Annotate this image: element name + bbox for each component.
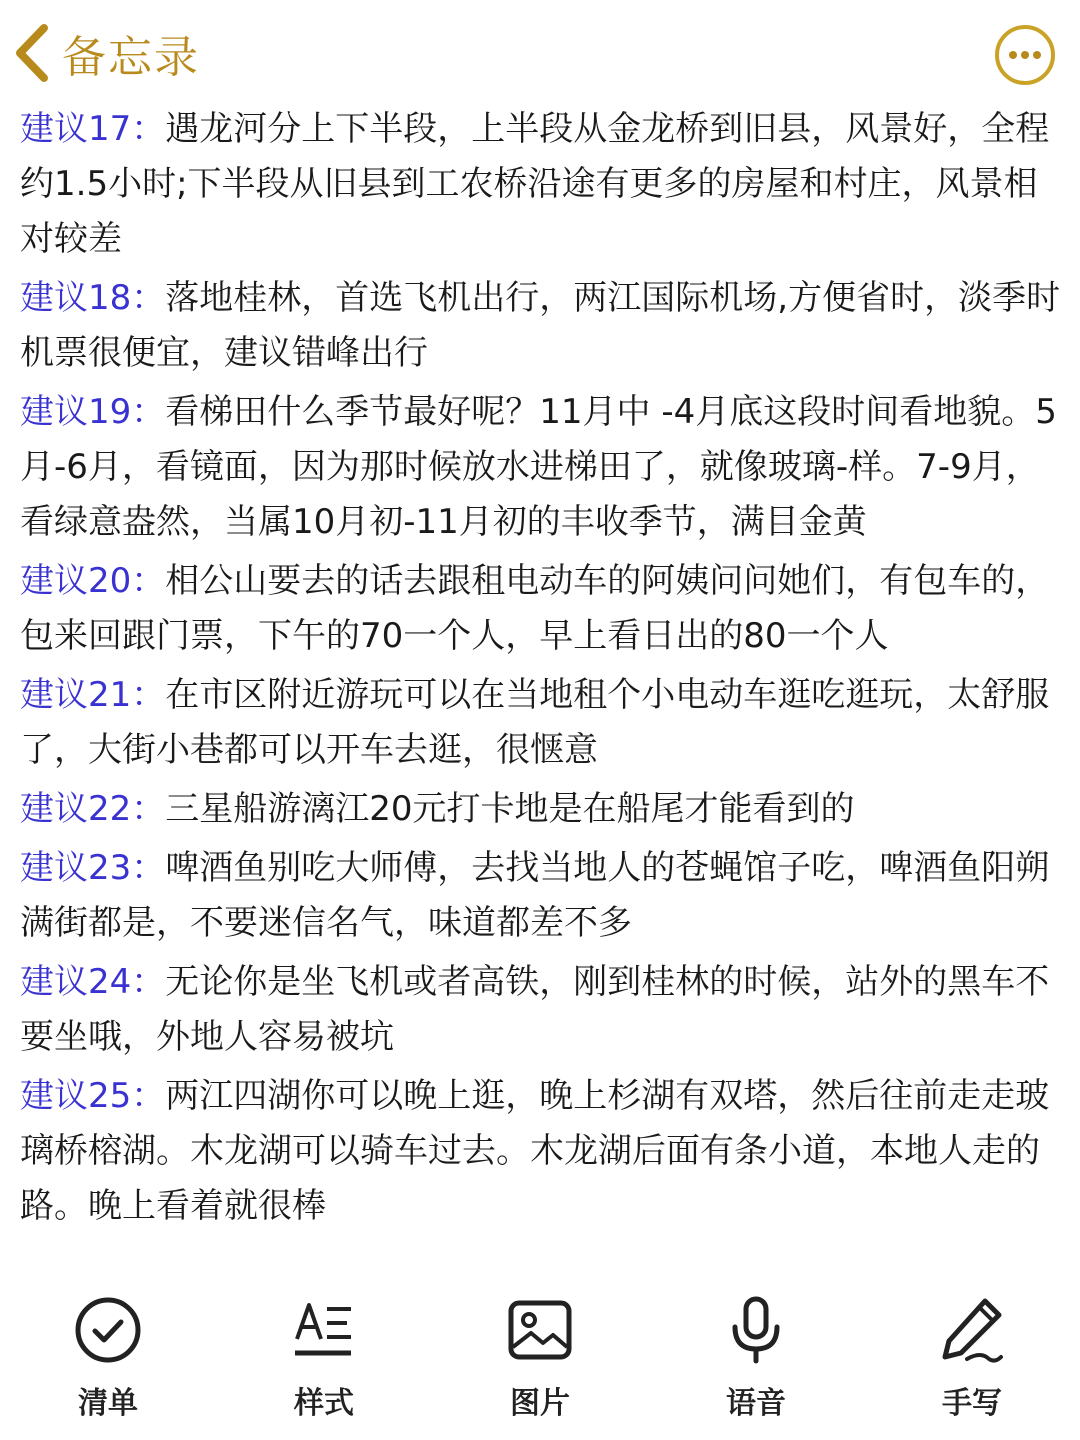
note-label: 建议20：: [20, 561, 166, 601]
note-text: 两江四湖你可以晚上逛，晚上杉湖有双塔，然后往前走走玻璃桥榕湖。木龙湖可以骑车过去。木龙湖后面有条小道，本地人走的路。晚上看着就很棒: [20, 1076, 1050, 1226]
app-header: [0, 0, 1080, 104]
note-label: 建议21：: [20, 675, 166, 715]
image-button[interactable]: [460, 1292, 620, 1422]
note-item: [20, 554, 1064, 664]
text-style-button[interactable]: [244, 1292, 404, 1422]
note-text: 相公山要去的话去跟租电动车的阿姨问问她们，有包车的，包来回跟门票，下午的70一个人，早上看日出的80一个人: [20, 561, 1050, 656]
handwriting-button[interactable]: [892, 1292, 1052, 1422]
note-item: [20, 955, 1064, 1065]
page-title: 备忘录: [62, 32, 200, 83]
note-item: [20, 782, 1064, 837]
note-label: 建议19：: [20, 392, 166, 432]
note-label: 建议25：: [20, 1076, 166, 1116]
note-label: 建议24：: [20, 962, 166, 1002]
note-label: 建议18：: [20, 278, 166, 318]
note-text: 啤酒鱼别吃大师傅，去找当地人的苍蝇馆子吃，啤酒鱼阳朔满街都是，不要迷信名气，味道都差不多: [20, 848, 1050, 943]
back-button[interactable]: [12, 18, 200, 88]
handwriting-label: 手写: [942, 1386, 1002, 1421]
note-text: 看梯田什么季节最好呢？11月中 -4月底这段时间看地貌。5月-6月，看镜面，因为那时候放水进梯田了，就像玻璃-样。7-9月，看绿意盎然，当属10月初-11月初的丰收季节，满目金黄: [20, 392, 1057, 542]
note-label: 建议17：: [20, 109, 166, 149]
note-item: [20, 668, 1064, 778]
note-text: 遇龙河分上下半段，上半段从金龙桥到旧县，风景好，全程约1.5小时;下半段从旧县到工农桥沿途有更多的房屋和村庄，风景相对较差: [20, 109, 1050, 259]
image-icon: [502, 1292, 578, 1368]
image-label: 图片: [510, 1386, 570, 1421]
pen-icon: [934, 1292, 1010, 1368]
voice-button[interactable]: [676, 1292, 836, 1422]
note-item: [20, 841, 1064, 951]
checklist-button[interactable]: [28, 1292, 188, 1422]
bottom-toolbar: [0, 1292, 1080, 1440]
note-label: 建议23：: [20, 848, 166, 888]
more-horizontal-icon: [994, 71, 1056, 90]
note-body[interactable]: [20, 102, 1064, 1292]
checklist-label: 清单: [78, 1386, 138, 1421]
note-text: 落地桂林，首选飞机出行，两江国际机场,方便省时，淡季时机票很便宜，建议错峰出行: [20, 278, 1061, 373]
microphone-icon: [718, 1292, 794, 1368]
note-item: [20, 271, 1064, 381]
chevron-left-icon: [12, 22, 52, 84]
text-style-label: 样式: [294, 1386, 354, 1421]
note-text: 三星船游漓江20元打卡地是在船尾才能看到的: [165, 789, 855, 829]
note-item: [20, 102, 1064, 267]
note-item: [20, 385, 1064, 550]
checklist-icon: [70, 1292, 146, 1368]
voice-label: 语音: [726, 1386, 786, 1421]
note-item: [20, 1069, 1064, 1234]
note-text: 无论你是坐飞机或者高铁，刚到桂林的时候，站外的黑车不要坐哦，外地人容易被坑: [20, 962, 1050, 1057]
note-label: 建议22：: [20, 789, 166, 829]
text-style-icon: [286, 1292, 362, 1368]
note-text: 在市区附近游玩可以在当地租个小电动车逛吃逛玩，太舒服了，大街小巷都可以开车去逛，很惬意: [20, 675, 1050, 770]
more-button[interactable]: [994, 24, 1056, 86]
